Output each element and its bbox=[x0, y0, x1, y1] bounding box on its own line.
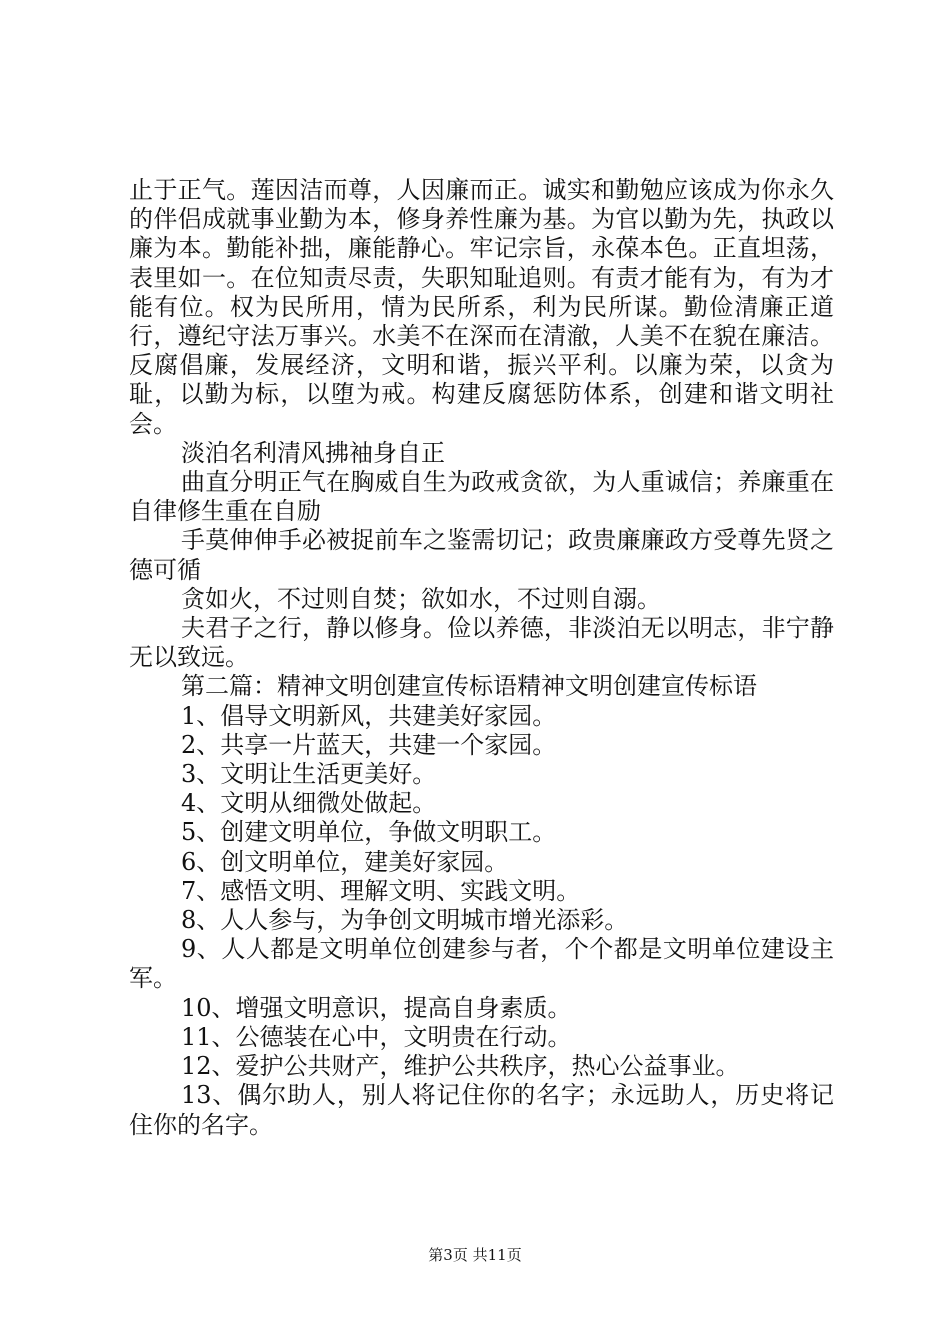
list-item: 3、文明让生活更美好。 bbox=[181, 760, 437, 789]
list-item: 12、爱护公共财产，维护公共秩序，热心公益事业。 bbox=[181, 1052, 740, 1081]
paragraph-slogan-1: 淡泊名利清风拂袖身自正 bbox=[181, 438, 445, 467]
page-number-footer: 第3页 共11页 bbox=[428, 1246, 522, 1264]
paragraph-intro: 止于正气。莲因洁而尊，人因廉而正。诚实和勤勉应该成为你永久的伴侣成就事业勤为本，修身养性廉为基。为官以勤为先，执政以廉为本。勤能补拙，廉能静心。牢记宗旨，永葆本色。正直坦荡，表里如一。在位知责尽责，失职知耻追则。有责才能有为，有为才能有位。权为民所用，情为民所系，利为民所谋。勤俭清廉正道行，遵纪守法万事兴。水美不在深而在清澈，人美不在貌在廉洁。反腐倡廉，发展经济，文明和谐，振兴平利。以廉为荣，以贪为耻，以勤为标，以堕为戒。构建反腐惩防体系，创建和谐文明社会。 bbox=[129, 176, 834, 438]
list-item: 5、创建文明单位，争做文明职工。 bbox=[181, 818, 557, 847]
paragraph-slogan-3: 手莫伸伸手必被捉前车之鉴需切记；政贵廉廉政方受尊先贤之德可循 bbox=[129, 526, 834, 584]
paragraph-slogan-2: 曲直分明正气在胸威自生为政戒贪欲，为人重诚信；养廉重在自律修生重在自励 bbox=[129, 468, 834, 526]
list-item: 6、创文明单位，建美好家园。 bbox=[181, 847, 509, 876]
list-item: 4、文明从细微处做起。 bbox=[181, 789, 437, 818]
list-item: 9、人人都是文明单位创建参与者，个个都是文明单位建设主军。 bbox=[129, 935, 834, 993]
document-body bbox=[129, 176, 834, 1140]
list-item: 7、感悟文明、理解文明、实践文明。 bbox=[181, 876, 581, 905]
paragraph-slogan-4: 贪如火，不过则自焚；欲如水，不过则自溺。 bbox=[181, 584, 661, 613]
paragraph-slogan-5: 夫君子之行，静以修身。俭以养德，非淡泊无以明志，非宁静无以致远。 bbox=[129, 614, 834, 672]
list-item: 2、共享一片蓝天，共建一个家园。 bbox=[181, 730, 557, 759]
list-item: 8、人人参与，为争创文明城市增光添彩。 bbox=[181, 906, 629, 935]
list-item: 1、倡导文明新风，共建美好家园。 bbox=[181, 701, 557, 730]
list-item: 10、增强文明意识，提高自身素质。 bbox=[181, 993, 572, 1022]
list-item: 13、偶尔助人，别人将记住你的名字；永远助人，历史将记住你的名字。 bbox=[129, 1081, 834, 1139]
section-heading: 第二篇：精神文明创建宣传标语精神文明创建宣传标语 bbox=[181, 672, 757, 701]
list-item: 11、公德装在心中，文明贵在行动。 bbox=[181, 1022, 572, 1051]
